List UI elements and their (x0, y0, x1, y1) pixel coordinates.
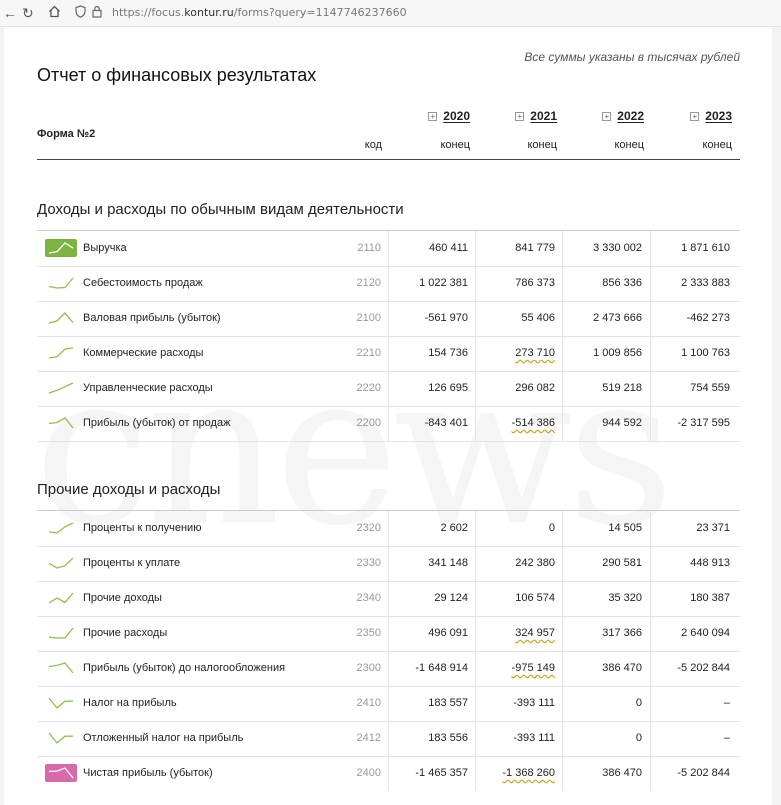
cell-value: 460 411 (429, 242, 468, 254)
cell-value: 1 022 381 (419, 277, 468, 289)
cell-value: 2 640 094 (681, 627, 730, 639)
row-code: 2330 (356, 557, 381, 569)
cell-value: 341 148 (428, 557, 468, 569)
row-label: Отложенный налог на прибыль (83, 732, 244, 744)
row-code: 2110 (357, 242, 381, 254)
value-cell-2021 (475, 616, 563, 651)
cell-value: 1 100 763 (681, 347, 730, 359)
year-header-2023[interactable]: + 2023 (662, 109, 732, 123)
year-header-2022[interactable]: + 2022 (574, 109, 644, 123)
value-cell-2020 (388, 721, 476, 756)
period-end-label: конец (527, 139, 557, 151)
value-cell-2023 (650, 336, 738, 371)
table-row[interactable] (37, 756, 740, 791)
cell-value: 856 336 (602, 277, 642, 289)
cell-value: 183 557 (428, 697, 468, 709)
row-code: 2400 (356, 767, 381, 779)
row-label: Проценты к уплате (83, 557, 181, 569)
row-label: Прибыль (убыток) до налогообложения (83, 662, 286, 674)
cell-value: 324 957 (515, 627, 555, 639)
cell-value: -975 149 (511, 662, 555, 674)
sparkline-icon[interactable] (45, 694, 77, 712)
table-row[interactable] (37, 371, 740, 407)
value-cell-2023 (650, 686, 738, 721)
row-code: 2220 (356, 382, 381, 394)
row-code: 2300 (356, 662, 381, 674)
value-cell-2022 (562, 301, 650, 336)
sparkline-icon[interactable] (45, 624, 77, 642)
table-row[interactable] (37, 406, 740, 442)
value-cell-2023 (650, 756, 738, 791)
value-cell-2020 (388, 336, 476, 371)
value-cell-2023 (650, 616, 738, 651)
row-label: Выручка (83, 242, 127, 254)
value-cell-2022 (562, 231, 650, 266)
table-row[interactable] (37, 266, 740, 302)
value-cell-2020 (388, 616, 476, 651)
sparkline-icon[interactable] (45, 589, 77, 607)
cell-value: 944 592 (602, 417, 642, 429)
value-cell-2020 (388, 406, 476, 441)
cell-value: -1 465 357 (415, 767, 468, 779)
row-code: 2320 (356, 522, 381, 534)
value-cell-2020 (388, 651, 476, 686)
cell-value: -393 111 (513, 732, 555, 744)
row-label: Прибыль (убыток) от продаж (83, 417, 231, 429)
cell-value: 386 470 (602, 662, 642, 674)
value-cell-2022 (562, 546, 650, 581)
cell-value: 2 333 883 (681, 277, 730, 289)
value-cell-2020 (388, 546, 476, 581)
code-column-header: код (364, 139, 382, 151)
cell-value: 2 473 666 (593, 312, 642, 324)
period-end-label: конец (702, 139, 732, 151)
value-cell-2022 (562, 686, 650, 721)
cell-value: 14 505 (608, 522, 642, 534)
value-cell-2021 (475, 266, 563, 301)
table-row[interactable] (37, 581, 740, 617)
value-cell-2020 (388, 756, 476, 791)
table-row[interactable] (37, 686, 740, 722)
page-title: Отчет о финансовых результатах (37, 65, 317, 85)
sparkline-icon[interactable] (45, 414, 77, 432)
value-cell-2022 (562, 371, 650, 406)
cell-value: 317 366 (602, 627, 642, 639)
cell-value: 841 779 (515, 242, 555, 254)
cell-value: 519 218 (602, 382, 642, 394)
cell-value: 386 470 (602, 767, 642, 779)
value-cell-2023 (650, 651, 738, 686)
row-code: 2120 (356, 277, 381, 289)
cell-value: 0 (548, 522, 555, 534)
value-cell-2020 (388, 371, 476, 406)
year-header-2020[interactable]: + 2020 (400, 109, 470, 123)
value-cell-2021 (475, 756, 563, 791)
cell-value: 35 320 (608, 592, 642, 604)
cell-value: – (723, 697, 730, 709)
value-cell-2021 (475, 301, 563, 336)
sparkline-icon[interactable] (45, 659, 77, 677)
reload-icon[interactable]: ↻ (22, 5, 34, 21)
cell-value: -1 648 914 (415, 662, 468, 674)
cell-value: 55 406 (521, 312, 555, 324)
value-cell-2021 (475, 371, 563, 406)
cell-value: -5 202 844 (677, 767, 730, 779)
section-title: Прочие доходы и расходы (37, 481, 221, 498)
value-cell-2022 (562, 756, 650, 791)
cell-value: 273 710 (515, 347, 555, 359)
address-bar[interactable] (112, 6, 407, 19)
table-row[interactable] (37, 336, 740, 372)
currency-note: Все суммы указаны в тысячах рублей (524, 50, 740, 64)
cell-value: -2 317 595 (677, 417, 730, 429)
expand-plus-icon[interactable]: + (428, 112, 437, 121)
value-cell-2023 (650, 581, 738, 616)
value-cell-2021 (475, 406, 563, 441)
cell-value: 2 602 (440, 522, 468, 534)
cell-value: 154 736 (428, 347, 468, 359)
sparkline-icon[interactable] (45, 379, 77, 397)
table-row[interactable] (37, 616, 740, 652)
table-row[interactable] (37, 301, 740, 337)
cell-value: -514 386 (511, 417, 555, 429)
value-cell-2022 (562, 581, 650, 616)
row-label: Налог на прибыль (83, 697, 177, 709)
row-label: Прочие доходы (83, 592, 162, 604)
cell-value: -1 368 260 (502, 767, 555, 779)
value-cell-2023 (650, 546, 738, 581)
value-cell-2021 (475, 231, 563, 266)
cell-value: 0 (635, 697, 642, 709)
row-code: 2210 (356, 347, 381, 359)
shield-icon[interactable] (75, 5, 86, 21)
expand-plus-icon[interactable]: + (602, 112, 611, 121)
home-icon[interactable] (48, 5, 61, 21)
row-label: Чистая прибыль (убыток) (83, 767, 213, 779)
value-cell-2020 (388, 511, 476, 546)
cell-value: 0 (635, 732, 642, 744)
cell-value: 296 082 (515, 382, 555, 394)
sparkline-icon[interactable] (45, 274, 77, 292)
value-cell-2020 (388, 301, 476, 336)
value-cell-2020 (388, 581, 476, 616)
table-row[interactable] (37, 511, 740, 547)
cell-value: 180 387 (690, 592, 730, 604)
value-cell-2021 (475, 511, 563, 546)
row-label: Себестоимость продаж (83, 277, 203, 289)
sparkline-icon[interactable] (45, 519, 77, 537)
value-cell-2021 (475, 686, 563, 721)
value-cell-2020 (388, 266, 476, 301)
cell-value: 23 371 (696, 522, 730, 534)
url-path: /forms?query=1147746237660 (233, 6, 407, 19)
cell-value: 242 380 (515, 557, 555, 569)
expand-plus-icon[interactable]: + (690, 112, 699, 121)
sparkline-icon[interactable] (45, 764, 77, 782)
value-cell-2021 (475, 721, 563, 756)
row-code: 2410 (356, 697, 381, 709)
value-cell-2022 (562, 266, 650, 301)
sparkline-icon[interactable] (45, 729, 77, 747)
cell-value: -393 111 (513, 697, 555, 709)
period-end-label: конец (440, 139, 470, 151)
value-cell-2022 (562, 721, 650, 756)
row-code: 2100 (356, 312, 381, 324)
value-cell-2022 (562, 336, 650, 371)
cell-value: -561 970 (424, 312, 468, 324)
cell-value: 183 556 (428, 732, 468, 744)
sparkline-icon[interactable] (45, 554, 77, 572)
report-page (4, 27, 772, 805)
cell-value: 106 574 (515, 592, 555, 604)
table-row[interactable] (37, 231, 740, 267)
year-header-2021[interactable]: + 2021 (487, 109, 557, 123)
cell-value: -5 202 844 (677, 662, 730, 674)
url-prefix: https://focus. (112, 6, 185, 19)
value-cell-2021 (475, 581, 563, 616)
cell-value: 1 009 856 (593, 347, 642, 359)
back-arrow-icon[interactable]: ← (3, 5, 17, 21)
row-label: Коммерческие расходы (83, 347, 204, 359)
cell-value: -462 273 (686, 312, 730, 324)
form-label: Форма №2 (37, 128, 96, 140)
sparkline-icon[interactable] (45, 344, 77, 362)
value-cell-2021 (475, 336, 563, 371)
value-cell-2020 (388, 686, 476, 721)
sparkline-icon[interactable] (45, 239, 77, 257)
value-cell-2022 (562, 616, 650, 651)
table-row[interactable] (37, 651, 740, 687)
cell-value: -843 401 (424, 417, 468, 429)
value-cell-2022 (562, 511, 650, 546)
row-label: Проценты к получению (83, 522, 202, 534)
value-cell-2023 (650, 721, 738, 756)
cell-value: 496 091 (428, 627, 468, 639)
value-cell-2023 (650, 406, 738, 441)
cell-value: 290 581 (602, 557, 642, 569)
value-cell-2022 (562, 651, 650, 686)
url-domain: kontur.ru (184, 6, 234, 19)
cell-value: 754 559 (690, 382, 730, 394)
cell-value: 126 695 (428, 382, 468, 394)
row-code: 2412 (356, 732, 381, 744)
sparkline-icon[interactable] (45, 309, 77, 327)
browser-toolbar (0, 0, 781, 27)
row-label: Прочие расходы (83, 627, 168, 639)
row-code: 2340 (356, 592, 381, 604)
table-row[interactable] (37, 721, 740, 757)
lock-icon[interactable] (92, 5, 102, 21)
cell-value: 1 871 610 (681, 242, 730, 254)
value-cell-2020 (388, 231, 476, 266)
cell-value: 786 373 (515, 277, 555, 289)
cell-value: 29 124 (434, 592, 468, 604)
value-cell-2021 (475, 651, 563, 686)
expand-plus-icon[interactable]: + (515, 112, 524, 121)
table-row[interactable] (37, 546, 740, 582)
row-code: 2200 (356, 417, 381, 429)
value-cell-2021 (475, 546, 563, 581)
row-label: Управленческие расходы (83, 382, 213, 394)
cell-value: 3 330 002 (593, 242, 642, 254)
value-cell-2023 (650, 511, 738, 546)
row-code: 2350 (356, 627, 381, 639)
value-cell-2023 (650, 301, 738, 336)
value-cell-2023 (650, 371, 738, 406)
cell-value: 448 913 (690, 557, 730, 569)
period-end-label: конец (614, 139, 644, 151)
value-cell-2022 (562, 406, 650, 441)
value-cell-2023 (650, 266, 738, 301)
section-title: Доходы и расходы по обычным видам деятельности (37, 201, 404, 218)
cell-value: – (723, 732, 730, 744)
value-cell-2023 (650, 231, 738, 266)
header-divider (37, 159, 740, 160)
row-label: Валовая прибыль (убыток) (83, 312, 221, 324)
